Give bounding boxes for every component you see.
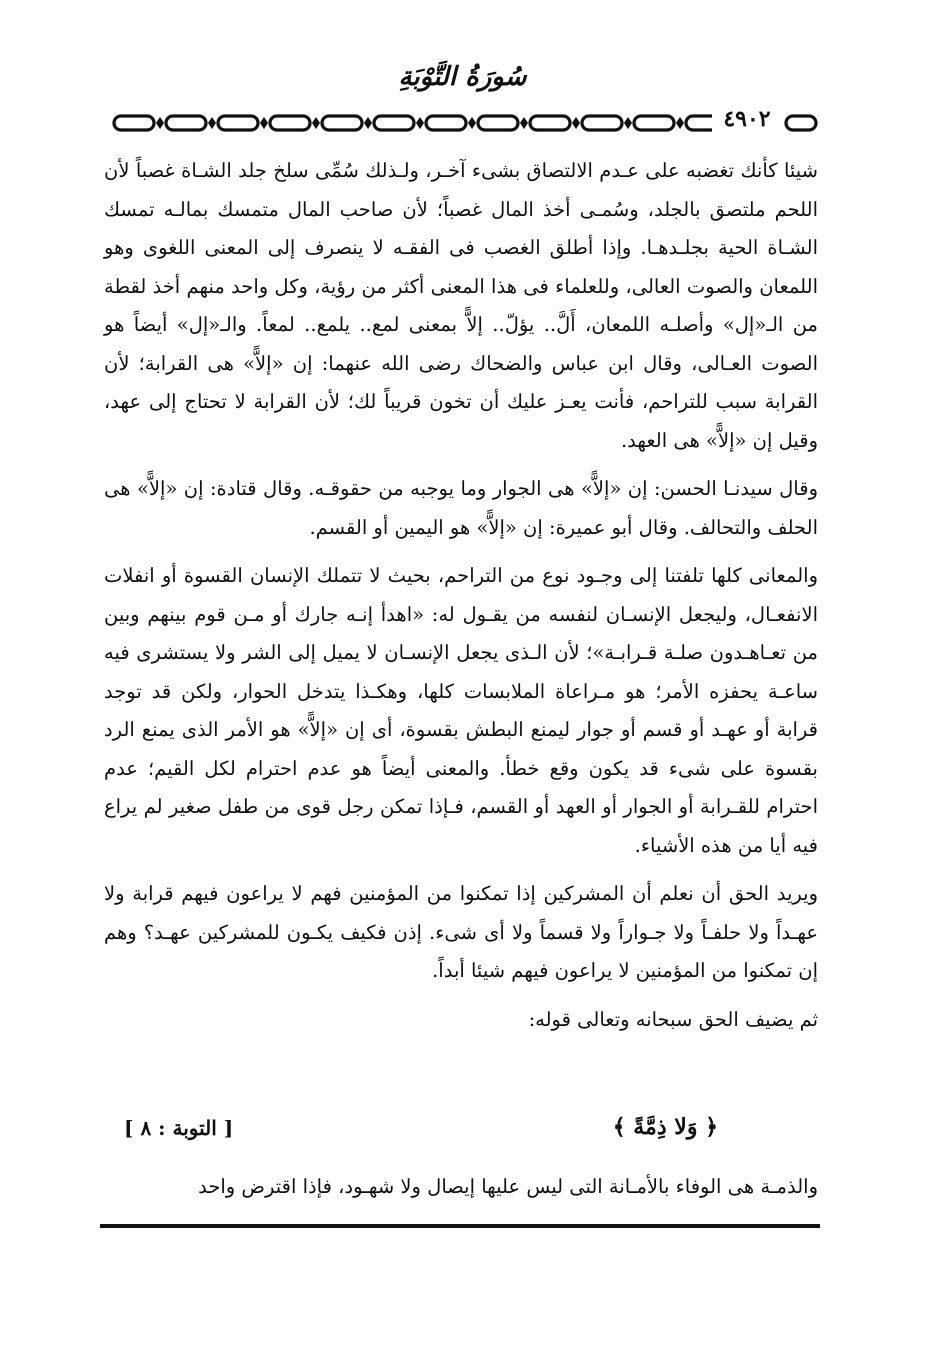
verse-row xyxy=(104,1114,818,1154)
paragraph: ثم يضيف الحق سبحانه وتعالى قوله: xyxy=(528,1007,818,1031)
bottom-rule xyxy=(100,1224,820,1228)
paragraph: شيئا كأنك تغضبه على عـدم الالتصاق بشىء آخـر، ولـذلك سُمِّى سلخ جلد الشـاة غصباً لأن اللحم ملتصق بالجلد، وسُمـى أخذ المال غصباً؛ لأن صاحب المال متمسك بمالـه تمسك الشـاة الحية بجلـدهـا. وإذا أطلق الغصب فى الفقـه لا ينصرف إلى المعنى اللغوى وهو اللمعان والصوت العالى، وللعلماء فى هذا المعنى أكثر من رؤية، وكل واحد منهم أخذ لقطة من الـ«إل» وأصلـه اللمعان، أَلَّ.. يؤلّ.. إلاًّ بمعنى لمع.. يلمع.. لمعاً. والـ«إل» أيضاً هو الصوت العـالى، وقال ابن عباس والضحاك رضى الله عنهما: إن «إلاًّ» هى القرابة؛ لأن القرابة سبب للتراحم، فأنت يعـز عليك أن تخون قريباً لك؛ لأن القرابة لا تحتاج إلى عهد، وقيل إن «إلاًّ» هى العهد. xyxy=(104,159,818,452)
verse-reference: [ التوبة : ٨ ] xyxy=(124,1116,234,1140)
paragraph: وقال سيدنـا الحسن: إن «إلاًّ» هى الجوار وما يوجبه من حقوقـه. وقال قتادة: إن «إلاًّ» هى الحلف والتحالف. وقال أبو عميرة: إن «إلاًّ» هو اليمين أو القسم. xyxy=(104,477,818,539)
surah-title: سُورَةُ التَّوْبَةِ xyxy=(398,62,527,92)
page-number: ٤٩٠٢ xyxy=(712,106,782,132)
body-text xyxy=(104,152,818,1039)
quran-verse: ﴿ وَلا ذِمَّةً ﴾ xyxy=(612,1114,718,1140)
paragraph: ويريد الحق أن نعلم أن المشركين إذا تمكنوا من المؤمنين فهم لا يراعون فيهم قرابة ولا عهـداً ولا حلفـاً ولا جـواراً ولا قسماً ولا أى شىء. إذن فكيف يكـون للمشركين عهـد؟ وهم إن تمكنوا من المؤمنين لا يراعون فيهم شيئا أبداً. xyxy=(104,882,818,982)
paragraph: والمعانى كلها تلفتنا إلى وجـود نوع من التراحم، بحيث لا تتملك الإنسان القسوة أو انفلات الانفعـال، وليجعل الإنسـان لنفسه من يقـول له: «اهدأ إنـه جارك أو مـن قوم بينهم وبين من تعـاهـدون صلـة قـرابـة»؛ لأن الـذى يجعل الإنسـان لا يميل إلى الشر ولا يستشرى فيه ساعـة يحفزه الأمر؛ هو مـراعاة الملابسات كلها، وهكـذا يتدخل الحوار، ولكن قد توجد قرابة أو عهـد أو قسم أو جوار ليمنع البطش بقسوة، أى إن «إلاًّ» هو الأمر الذى يمنع الرد بقسوة على شىء قد يكون وقع خطأ. والمعنى أيضاً هو عدم احترام لكل القيم؛ عدم احترام للقـرابة أو الجوار أو العهد أو القسم، فـإذا تمكن رجل قوى من طفل صغير لم يراع فيه أيا من هذه الأشياء. xyxy=(104,564,818,857)
final-paragraph-line: والذمـة هى الوفاء بالأمـانة التى ليس عليها إيصال ولا شهـود، فإذا اقترض واحد xyxy=(198,1175,818,1198)
